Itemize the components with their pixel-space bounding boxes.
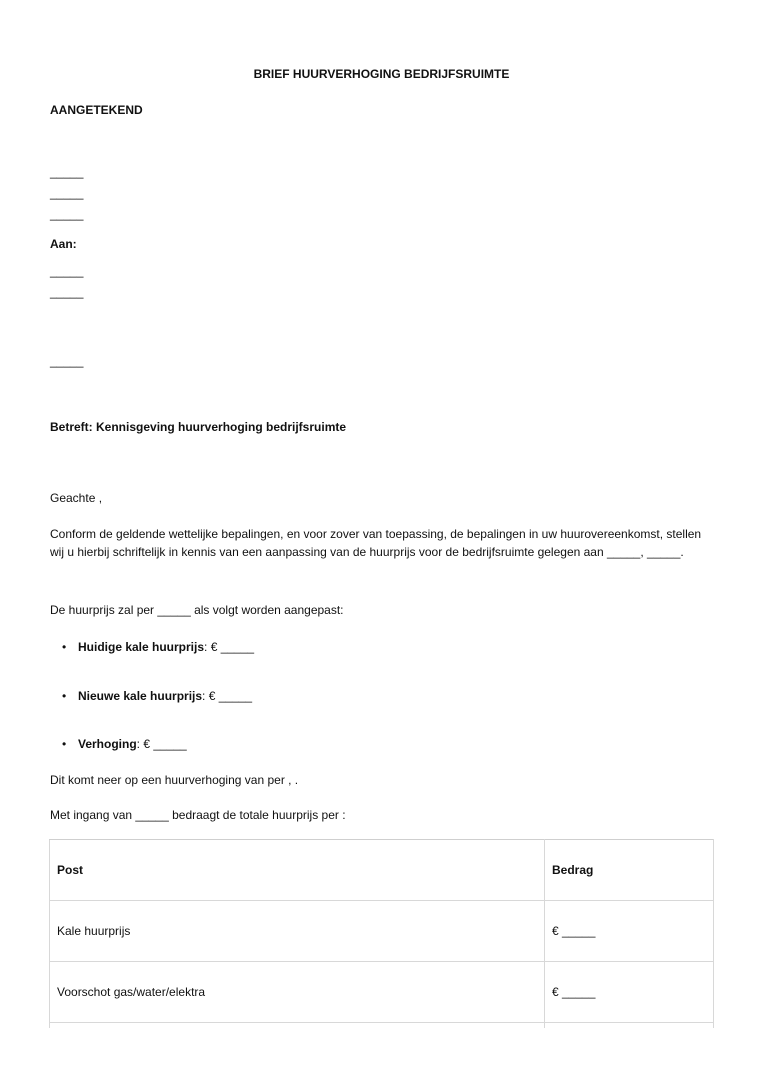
bullet-item-current-rent <box>64 640 254 654</box>
registered-label: AANGETEKEND <box>50 103 143 117</box>
sender-line-2: _____ <box>50 186 84 200</box>
total-sentence: Met ingang van _____ bedraagt de totale huurprijs per : <box>50 808 346 822</box>
bullet-label: Nieuwe kale huurprijs <box>78 689 203 703</box>
salutation: Geachte , <box>50 491 103 505</box>
bullet-item-new-rent <box>64 689 252 703</box>
recipient-label: Aan: <box>50 237 77 251</box>
recipient-line-1: _____ <box>50 264 84 278</box>
document-title: BRIEF HUURVERHOGING BEDRIJFSRUIMTE <box>253 67 510 81</box>
table-row <box>50 901 714 962</box>
bullet-value: : € _____ <box>202 689 253 703</box>
bullet-value: : € _____ <box>136 737 187 751</box>
table-cell-amount: € _____ <box>545 901 714 962</box>
table-row-partial <box>50 1023 714 1029</box>
table-row <box>50 962 714 1023</box>
subject-line: Betreft: Kennisgeving huurverhoging bedrijfsruimte <box>50 420 347 434</box>
rent-breakdown-table <box>49 839 714 1028</box>
table-header-amount: Bedrag <box>545 840 714 901</box>
recipient-line-2: _____ <box>50 285 84 299</box>
table-cell-post: Kale huurprijs <box>50 901 545 962</box>
table-cell-empty <box>50 1023 545 1029</box>
intro-paragraph: Conform de geldende wettelijke bepalingen, en voor zover van toepassing, de bepalingen in uw huurovereenkomst, stellen wij u hierbij schriftelijk in kennis van een aanpassing van de huurprijs voor de bedrijfsruimte gelegen aan _____, _____. <box>50 527 702 559</box>
sender-line-3: _____ <box>50 207 84 221</box>
increase-sentence: Dit komt neer op een huurverhoging van per , . <box>50 773 299 787</box>
bullet-item-increase <box>64 737 187 751</box>
table-cell-amount: € _____ <box>545 962 714 1023</box>
bullet-value: : € _____ <box>204 640 255 654</box>
bullet-label: Huidige kale huurprijs <box>78 640 205 654</box>
sender-line-1: _____ <box>50 165 84 179</box>
place-date-line: _____ <box>50 354 84 368</box>
table-header-row <box>50 840 714 901</box>
table-cell-post: Voorschot gas/water/elektra <box>50 962 545 1023</box>
bullet-label: Verhoging <box>78 737 137 751</box>
table-cell-empty <box>545 1023 714 1029</box>
adjust-sentence: De huurprijs zal per _____ als volgt worden aangepast: <box>50 603 344 617</box>
table-header-post: Post <box>50 840 545 901</box>
